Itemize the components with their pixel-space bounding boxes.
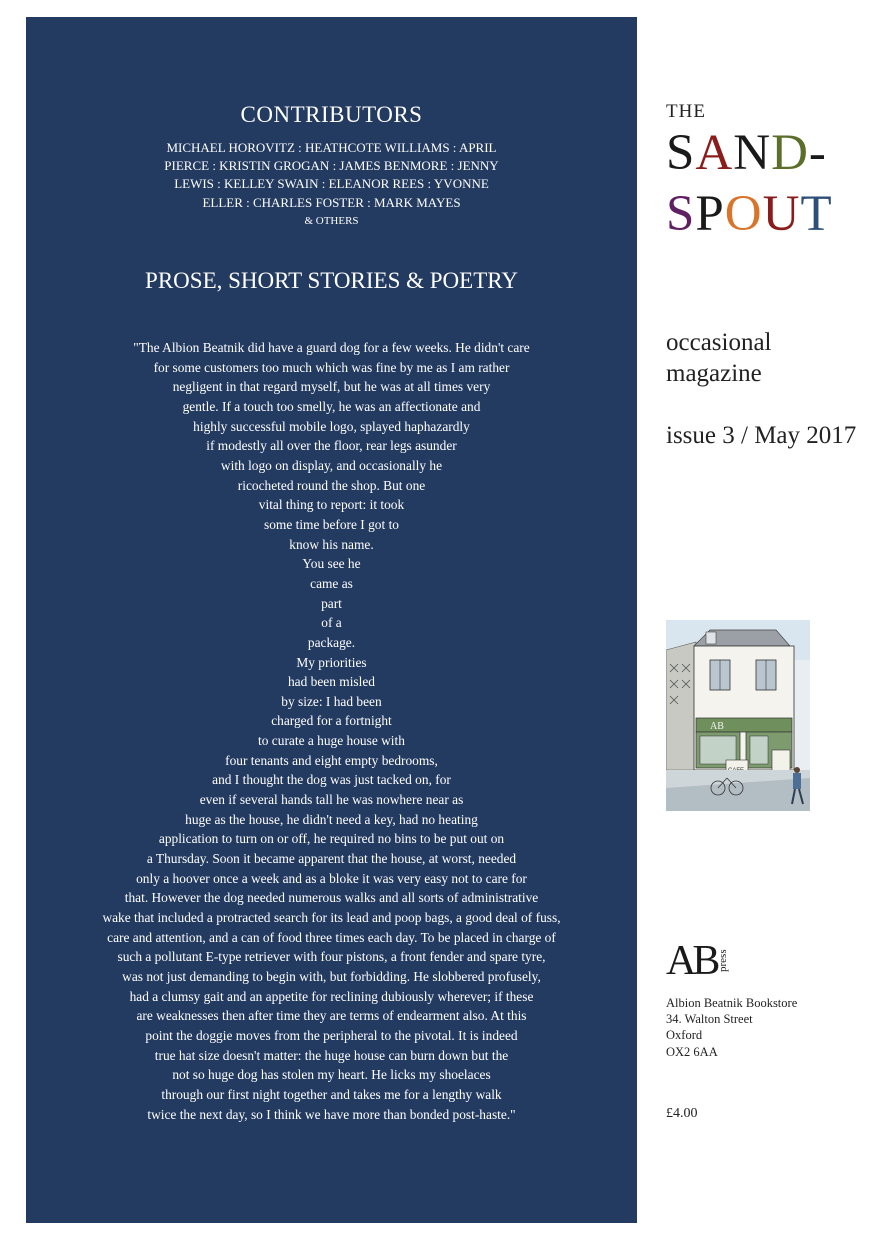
masthead-letter: P bbox=[695, 186, 725, 242]
contents-panel bbox=[26, 17, 637, 1223]
contributors-others: & OTHERS bbox=[304, 214, 359, 227]
prose-line: even if several hands tall he was nowhere near as bbox=[199, 792, 464, 808]
masthead-line-1 bbox=[666, 125, 827, 181]
prose-line: only a hoover once a week and as a bloke it was very easy not to care for bbox=[136, 870, 527, 886]
prose-line: such a pollutant E-type retriever with four pistons, a front fender and spare tyre, bbox=[117, 949, 546, 965]
prose-line: had a clumsy gait and an appetite for reclining dubiously wherever; if these bbox=[129, 988, 534, 1004]
prose-excerpt bbox=[26, 338, 637, 1124]
address-line: 34. Walton Street bbox=[666, 1012, 753, 1027]
masthead-letter: D bbox=[771, 125, 809, 181]
masthead-letter: S bbox=[666, 186, 696, 242]
contributors-line: PIERCE : KRISTIN GROGAN : JAMES BENMORE : JENNY bbox=[164, 158, 499, 174]
prose-line: negligent in that regard myself, but he was at all times very bbox=[172, 379, 491, 395]
prose-line: charged for a fortnight bbox=[271, 713, 392, 729]
masthead-line-2 bbox=[666, 186, 833, 242]
masthead-letter: T bbox=[800, 186, 833, 242]
ab-letters: AB bbox=[666, 938, 717, 982]
prose-line: application to turn on or off, he required no bins to be put out on bbox=[158, 831, 505, 847]
prose-line: point the doggie moves from the peripheral to the pivotal. It is indeed bbox=[145, 1027, 518, 1043]
prose-line: twice the next day, so I think we have more than bonded post-haste." bbox=[147, 1106, 516, 1122]
prose-line: for some customers too much which was fine by me as I am rather bbox=[153, 359, 510, 375]
magazine-word: magazine bbox=[666, 360, 762, 387]
issue-label: issue 3 / May 2017 bbox=[666, 422, 857, 449]
bookstore-address bbox=[666, 995, 797, 1060]
contributors-line: LEWIS : KELLEY SWAIN : ELEANOR REES : YVONNE bbox=[174, 176, 489, 192]
prose-line: four tenants and eight empty bedrooms, bbox=[225, 752, 438, 768]
prose-line: care and attention, and a can of food three times each day. To be placed in charge of bbox=[107, 929, 556, 945]
address-line: Albion Beatnik Bookstore bbox=[666, 996, 798, 1010]
prose-line: to curate a huge house with bbox=[258, 733, 405, 749]
prose-line: with logo on display, and occasionally he bbox=[220, 457, 443, 473]
contributors-heading: CONTRIBUTORS bbox=[240, 102, 423, 127]
prose-line: package. bbox=[307, 634, 356, 650]
prose-line: ricocheted round the shop. But one bbox=[237, 477, 426, 493]
shop-sign-text: AB bbox=[710, 721, 724, 732]
prose-line: "The Albion Beatnik did have a guard dog for a few weeks. He didn't care bbox=[133, 340, 530, 355]
masthead-the: THE bbox=[666, 101, 706, 122]
press-word: press bbox=[717, 949, 729, 972]
occasional-magazine bbox=[666, 327, 772, 389]
prose-line: by size: I had been bbox=[281, 693, 382, 709]
occasional-word: occasional bbox=[666, 329, 772, 356]
contributors-line: ELLER : CHARLES FOSTER : MARK MAYES bbox=[202, 194, 461, 210]
prose-line: part bbox=[321, 595, 342, 611]
section-heading: PROSE, SHORT STORIES & POETRY bbox=[145, 268, 518, 293]
prose-line: know his name. bbox=[289, 536, 374, 552]
prose-line: had been misled bbox=[287, 674, 375, 690]
prose-line: some time before I got to bbox=[264, 516, 399, 532]
prose-line: gentle. If a touch too smelly, he was an affectionate and bbox=[182, 398, 481, 414]
prose-line: You see he bbox=[302, 556, 361, 572]
prose-line: are weaknesses then after time they are terms of endearment also. At this bbox=[136, 1008, 527, 1024]
address-line: OX2 6AA bbox=[666, 1044, 718, 1059]
prose-line: highly successful mobile logo, splayed haphazardly bbox=[193, 418, 470, 434]
prose-line: if modestly all over the floor, rear legs asunder bbox=[206, 438, 457, 454]
masthead-letter: O bbox=[724, 186, 763, 242]
prose-line: that. However the dog needed numerous walks and all sorts of administrative bbox=[124, 890, 539, 906]
prose-line: huge as the house, he didn't need a key, had no heating bbox=[185, 811, 478, 827]
prose-line: was not just demanding to begin with, but forbidding. He slobbered profusely, bbox=[122, 969, 541, 984]
masthead-letter: S bbox=[666, 125, 696, 181]
bookshop-illustration bbox=[666, 620, 810, 811]
prose-line: and I thought the dog was just tacked on, for bbox=[212, 772, 451, 788]
contributors-line: MICHAEL HOROVITZ : HEATHCOTE WILLIAMS : APRIL bbox=[166, 140, 497, 155]
masthead-letter: - bbox=[808, 125, 827, 181]
masthead-letter: A bbox=[695, 125, 734, 181]
prose-line: vital thing to report: it took bbox=[258, 497, 405, 513]
price-label: £4.00 bbox=[666, 1106, 698, 1121]
prose-line: wake that included a protracted search for its lead and poop bags, a good deal of fuss, bbox=[102, 910, 561, 926]
ab-press-logo bbox=[666, 936, 746, 982]
prose-line: through our first night together and takes me for a lengthy walk bbox=[161, 1086, 502, 1102]
prose-line: came as bbox=[310, 575, 353, 591]
prose-line: My priorities bbox=[296, 654, 367, 670]
address-line: Oxford bbox=[666, 1028, 703, 1043]
prose-line: of a bbox=[321, 615, 342, 631]
prose-line: not so huge dog has stolen my heart. He licks my shoelaces bbox=[172, 1067, 491, 1083]
prose-line: a Thursday. Soon it became apparent that the house, at worst, needed bbox=[146, 851, 517, 867]
masthead-letter: N bbox=[733, 125, 772, 181]
prose-line: true hat size doesn't matter: the huge house can burn down but the bbox=[154, 1047, 509, 1063]
masthead-letter: U bbox=[762, 186, 801, 242]
contributors-list bbox=[146, 139, 517, 230]
